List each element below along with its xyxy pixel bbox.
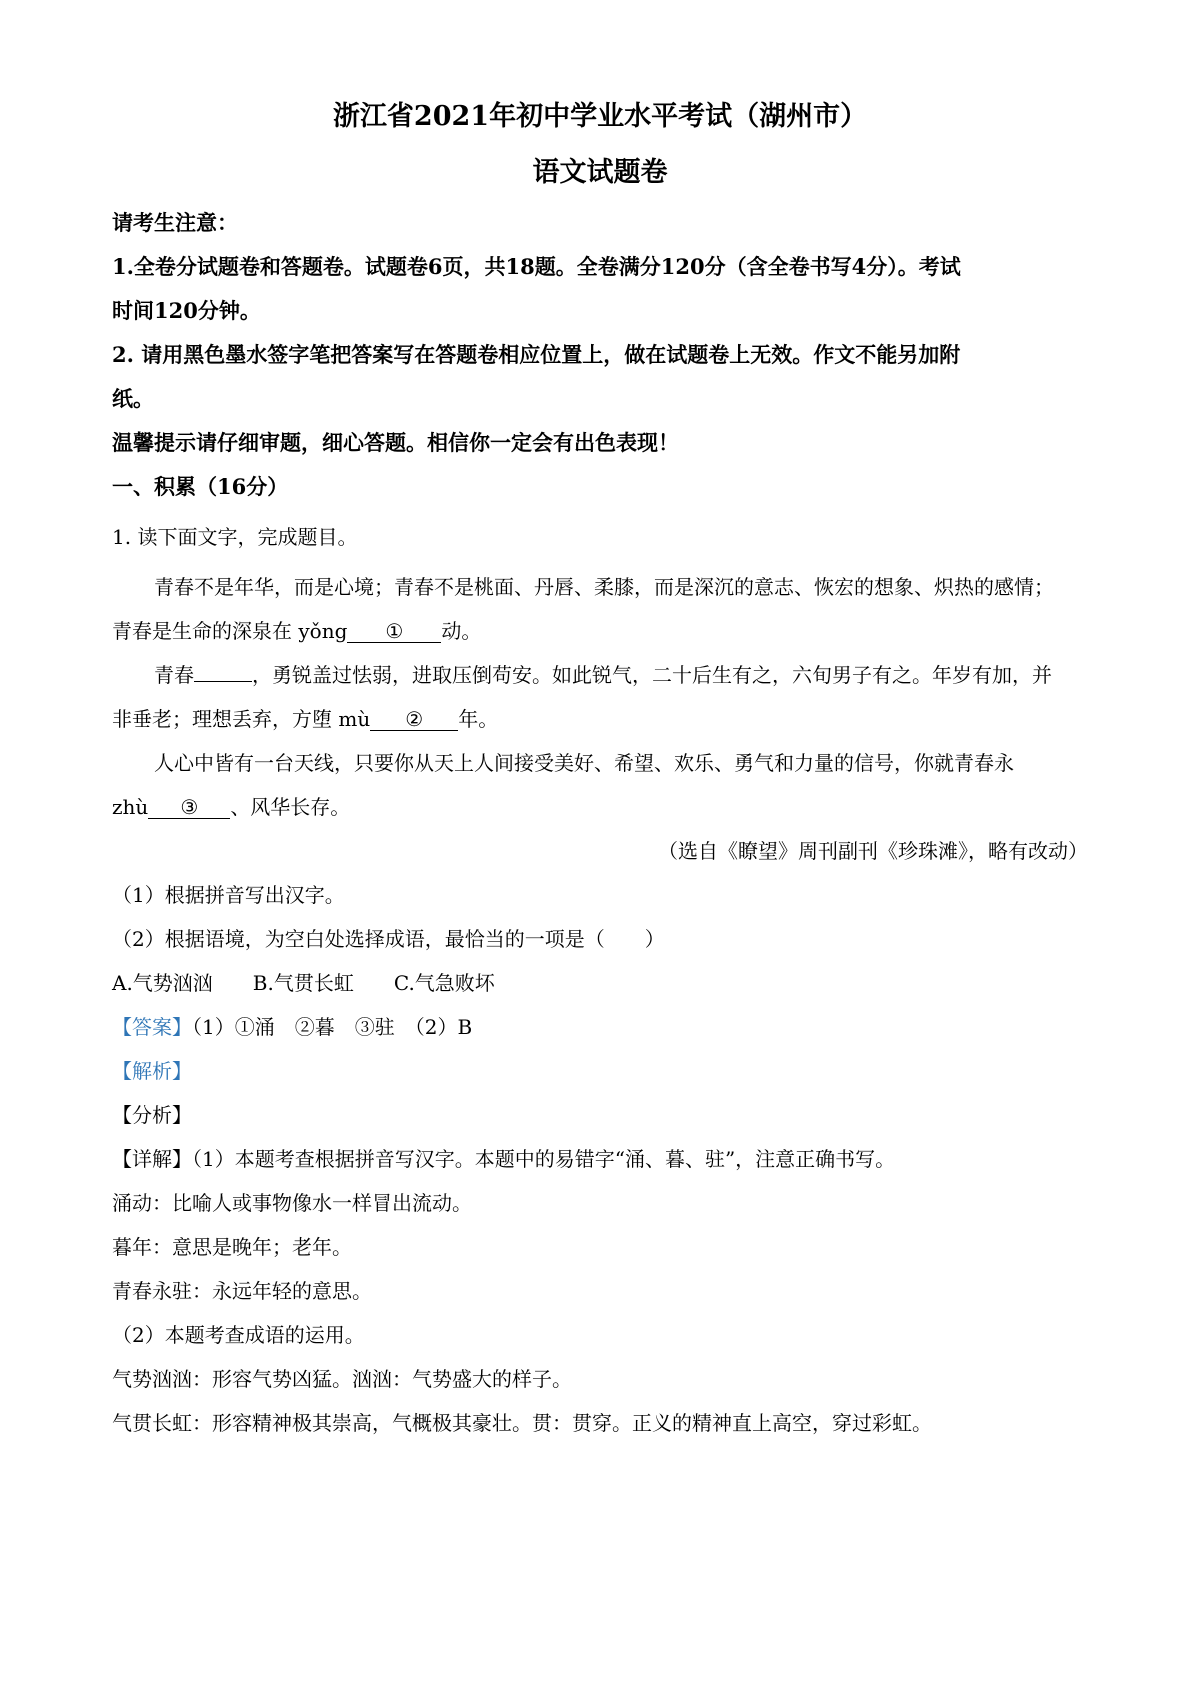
notice-item-1-line-1: 1.全卷分试题卷和答题卷。试题卷6页，共18题。全卷满分120分（含全卷书写4分）。考试 xyxy=(112,254,961,279)
answer-text: （1）①涌 ②暮 ③驻 （2）B xyxy=(192,1015,473,1039)
section-1-heading: 一、积累（16分） xyxy=(112,474,289,499)
answer-line xyxy=(112,1014,472,1040)
passage-p1-line-1: 青春不是年华，而是心境；青春不是桃面、丹唇、柔膝，而是深沉的意志、恢宏的想象、炽热的感情； xyxy=(154,575,1054,599)
definition-qishi: 气势汹汹：形容气势凶猛。汹汹：气势盛大的样子。 xyxy=(112,1367,572,1391)
passage-text: 动。 xyxy=(441,619,482,643)
passage-p2-line-1 xyxy=(154,662,1052,688)
passage-text: 年。 xyxy=(458,707,499,731)
passage-text: ，勇锐盖过怯弱，进取压倒苟安。如此锐气，二十后生有之，六旬男子有之。年岁有加，并 xyxy=(252,663,1052,687)
analysis-label: 【解析】 xyxy=(112,1059,192,1083)
analysis-sub-2: （2）本题考查成语的运用。 xyxy=(112,1323,365,1347)
definition-qiguan: 气贯长虹：形容精神极其崇高，气概极其豪壮。贯：贯穿。正义的精神直上高空，穿过彩虹。 xyxy=(112,1411,932,1435)
passage-text: 非垂老；理想丢弃，方堕 mù xyxy=(112,707,371,731)
answer-options: A.气势汹汹 B.气贯长虹 C.气急败坏 xyxy=(112,971,495,995)
idiom-blank xyxy=(194,681,252,682)
definition-qingchun: 青春永驻：永远年轻的意思。 xyxy=(112,1279,372,1303)
detail-text: （1）本题考查根据拼音写汉字。本题中的易错字“涌、暮、驻”，注意正确书写。 xyxy=(192,1147,896,1171)
exam-title: 浙江省2021年初中学业水平考试（湖州市） xyxy=(332,101,868,132)
detail-line xyxy=(112,1146,895,1172)
passage-source: （选自《瞭望》周刊副刊《珍珠滩》，略有改动） xyxy=(658,839,1088,863)
passage-text: 、风华长存。 xyxy=(230,795,351,819)
definition-yongdong: 涌动：比喻人或事物像水一样冒出流动。 xyxy=(112,1191,472,1215)
answer-label: 【答案】 xyxy=(112,1015,192,1039)
passage-p1-line-2 xyxy=(112,618,481,644)
fill-blank-1: ① xyxy=(347,620,441,643)
passage-text: zhù xyxy=(112,795,149,819)
question-1-prompt: 1. 读下面文字，完成题目。 xyxy=(112,525,358,549)
fill-blank-2: ② xyxy=(370,708,458,731)
notice-tip: 温馨提示请仔细审题，细心答题。相信你一定会有出色表现！ xyxy=(112,430,679,455)
fill-blank-3: ③ xyxy=(148,796,230,819)
notice-heading: 请考生注意： xyxy=(112,210,238,235)
sub-question-1: （1）根据拼音写出汉字。 xyxy=(112,883,345,907)
passage-text: 青春是生命的深泉在 yǒng xyxy=(112,619,348,643)
exam-subtitle: 语文试题卷 xyxy=(532,157,668,188)
passage-text: 青春 xyxy=(154,663,194,687)
fenxi-label: 【分析】 xyxy=(112,1103,192,1127)
notice-item-2-line-2: 纸。 xyxy=(112,386,154,411)
notice-item-1-line-2: 时间120分钟。 xyxy=(112,298,261,323)
notice-item-2-line-1: 2. 请用黑色墨水签字笔把答案写在答题卷相应位置上，做在试题卷上无效。作文不能另加附 xyxy=(112,342,961,367)
passage-p3-line-2 xyxy=(112,794,350,820)
sub-question-2: （2）根据语境，为空白处选择成语，最恰当的一项是（ ） xyxy=(112,927,665,951)
passage-p3-line-1: 人心中皆有一台天线，只要你从天上人间接受美好、希望、欢乐、勇气和力量的信号，你就青春永 xyxy=(154,751,1014,775)
passage-p2-line-2 xyxy=(112,706,498,732)
definition-munian: 暮年：意思是晚年；老年。 xyxy=(112,1235,352,1259)
detail-label: 【详解】 xyxy=(112,1147,192,1171)
